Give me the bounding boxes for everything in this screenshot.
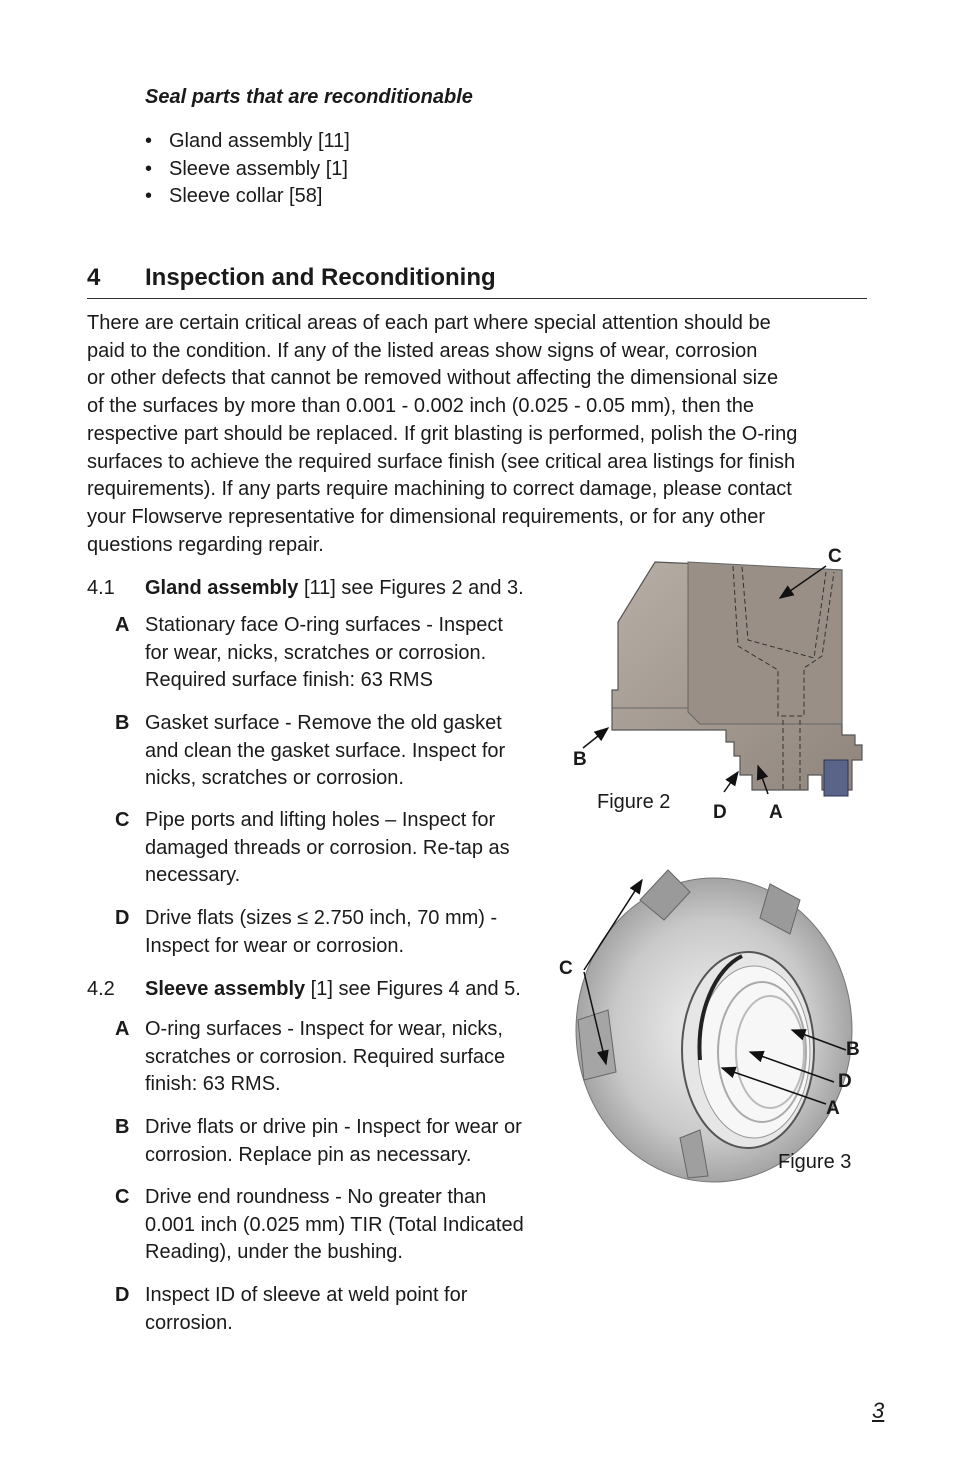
figure-3-caption: Figure 3 [778,1151,852,1173]
subsection-title: Gland assembly [145,577,299,599]
intro-paragraph: There are certain critical areas of each part where special attention should be paid to the condition. If any of the listed areas show signs of wear, corrosion or other defects that cannot be removed without affecting the dimensional size of the surfaces by more than 0.001 - 0.002 inch (0.025 - 0.05 mm), then the respective part should be replaced. If grit blasting is performed, polish the O-ring surfaces to achieve the required surface finish (see critical area listings for finish requirements). If any parts require machining to correct damage, please contact your Flowserve representative for dimensional requirements, or for any other questions regarding repair. [87,312,798,556]
fig3-callout-a: A [826,1098,840,1119]
subsection-gland: 4.1 Gland assembly [11] see Figures 2 and 3. [87,574,567,602]
figure-3-gland-3d [576,870,852,1182]
fig2-callout-b: B [573,749,587,770]
list-item: • Sleeve assembly [1] [145,157,348,180]
section-title: Inspection and Reconditioning [145,264,496,291]
figure-2-gland-section [583,562,862,796]
subsection-number: 4.2 [87,978,115,1000]
page-number: 3 [872,1398,885,1423]
fig3-callout-d: D [838,1071,852,1092]
subsection-sleeve: 4.2 Sleeve assembly [1] see Figures 4 and 5. [87,975,567,1003]
list-item: • Gland assembly [11] [145,130,350,152]
section-number: 4 [87,264,101,291]
fig2-callout-c: C [828,546,842,567]
figure-2-caption: Figure 2 [597,791,671,813]
subheading: Seal parts that are reconditionable [145,86,473,108]
fig2-callout-a: A [769,802,783,823]
fig3-callout-b: B [846,1039,860,1060]
fig2-callout-d: D [713,802,727,823]
subsection-number: 4.1 [87,577,115,599]
subsection-title: Sleeve assembly [145,978,306,1000]
list-item: • Sleeve collar [58] [145,185,323,207]
fig3-callout-c: C [559,958,573,979]
